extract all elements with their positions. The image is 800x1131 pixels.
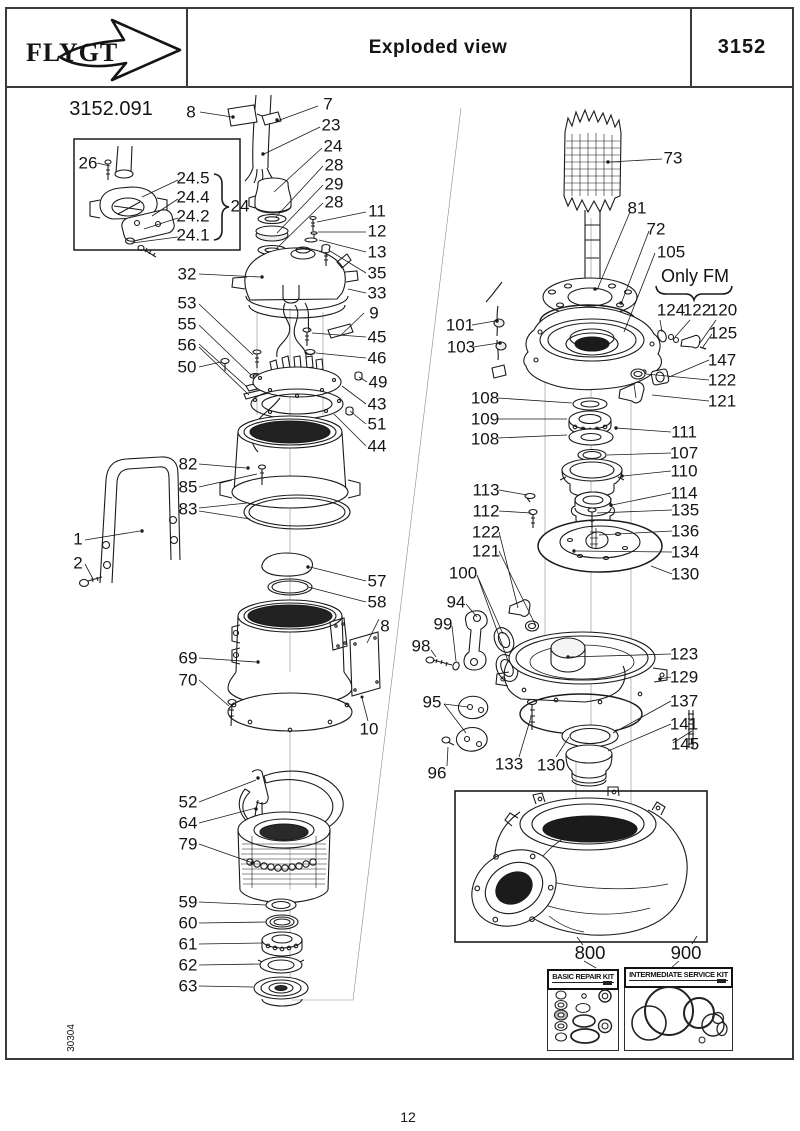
basic-repair-kit-header xyxy=(547,969,620,990)
part-label-46: 46 xyxy=(367,348,387,368)
part-label-141: 141 xyxy=(669,714,699,734)
part-label-Only-FM: Only FM xyxy=(660,266,730,286)
part-label-61: 61 xyxy=(178,934,198,954)
part-label-133: 133 xyxy=(494,754,524,774)
part-label-121: 121 xyxy=(471,541,501,561)
part-label-63: 63 xyxy=(178,976,198,996)
part-label-124: 124 xyxy=(656,300,686,320)
part-label-130: 130 xyxy=(670,564,700,584)
part-label-33: 33 xyxy=(367,283,387,303)
part-label-147: 147 xyxy=(707,350,737,370)
part-label-85: 85 xyxy=(178,477,198,497)
part-label-62: 62 xyxy=(178,955,198,975)
part-label-7: 7 xyxy=(323,94,333,114)
part-label-9: 9 xyxy=(369,303,379,323)
part-label-12: 12 xyxy=(367,221,387,241)
part-label-28: 28 xyxy=(324,192,344,212)
part-label-64: 64 xyxy=(178,813,198,833)
basic-kit-parts-icon xyxy=(548,988,616,1046)
kit-rule-icon xyxy=(552,982,615,986)
inset-detail-box xyxy=(74,139,240,257)
part-label-900: 900 xyxy=(670,941,702,963)
part-label-95: 95 xyxy=(422,692,442,712)
part-label-29: 29 xyxy=(324,174,344,194)
part-label-24.2: 24.2 xyxy=(176,206,210,226)
part-label-35: 35 xyxy=(367,263,387,283)
part-label-112: 112 xyxy=(472,501,500,521)
part-label-8: 8 xyxy=(186,102,196,122)
part-label-50: 50 xyxy=(177,357,197,377)
part-label-23: 23 xyxy=(321,115,341,135)
part-label-135: 135 xyxy=(670,500,700,520)
intermediate-service-kit-box xyxy=(624,967,733,1051)
part-label-82: 82 xyxy=(178,454,198,474)
part-label-111: 111 xyxy=(671,422,697,442)
part-label-94: 94 xyxy=(446,592,466,612)
intermediate-service-kit-title: INTERMEDIATE SERVICE KIT xyxy=(629,969,728,979)
part-label-10: 10 xyxy=(359,719,379,739)
part-label-26: 26 xyxy=(78,153,98,173)
part-label-53: 53 xyxy=(177,293,197,313)
part-label-70: 70 xyxy=(178,670,198,690)
part-label-145: 145 xyxy=(670,734,700,754)
part-label-120: 120 xyxy=(708,300,738,320)
part-label-122: 122 xyxy=(471,522,501,542)
kit-rule-icon xyxy=(629,980,729,984)
part-label-99: 99 xyxy=(433,614,453,634)
part-label-81: 81 xyxy=(627,198,647,218)
part-label-49: 49 xyxy=(368,372,388,392)
part-label-24.1: 24.1 xyxy=(176,225,210,245)
part-label-44: 44 xyxy=(367,436,387,456)
part-label-52: 52 xyxy=(178,792,198,812)
part-label-2: 2 xyxy=(73,553,83,573)
part-label-8: 8 xyxy=(380,616,390,636)
part-label-57: 57 xyxy=(367,571,387,591)
part-label-24: 24 xyxy=(323,136,343,156)
part-label-121: 121 xyxy=(707,391,737,411)
part-label-72: 72 xyxy=(646,219,666,239)
part-label-110: 110 xyxy=(670,461,698,481)
part-label-24.5: 24.5 xyxy=(176,168,210,188)
part-label-3152.091: 3152.091 xyxy=(69,98,153,120)
page-title: Exploded view xyxy=(368,36,508,58)
part-label-100: 100 xyxy=(448,563,478,583)
part-label-51: 51 xyxy=(367,414,387,434)
part-label-73: 73 xyxy=(663,148,683,168)
part-label-60: 60 xyxy=(178,913,198,933)
part-label-24.4: 24.4 xyxy=(176,187,210,207)
intermediate-service-kit-header xyxy=(624,967,734,988)
part-label-129: 129 xyxy=(669,667,699,687)
part-label-12: 12 xyxy=(400,1109,416,1125)
part-label-28: 28 xyxy=(324,155,344,175)
part-label-56: 56 xyxy=(177,335,197,355)
part-label-79: 79 xyxy=(178,834,198,854)
part-label-107: 107 xyxy=(669,443,699,463)
part-label-800: 800 xyxy=(574,941,606,963)
part-label-43: 43 xyxy=(367,394,387,414)
logo-text: FLYGT xyxy=(26,38,119,67)
part-label-136: 136 xyxy=(670,521,700,541)
part-label-32: 32 xyxy=(177,264,197,284)
part-label-114: 114 xyxy=(670,483,698,503)
part-label-122: 122 xyxy=(707,370,737,390)
part-label-122: 122 xyxy=(682,300,712,320)
part-label-55: 55 xyxy=(177,314,197,334)
part-label-30304: 30304 xyxy=(66,1024,77,1052)
part-label-123: 123 xyxy=(669,644,699,664)
part-label-59: 59 xyxy=(178,892,198,912)
part-label-105: 105 xyxy=(656,242,686,262)
part-label-101: 101 xyxy=(445,315,475,335)
part-label-130: 130 xyxy=(536,755,566,775)
intermediate-kit-parts-icon xyxy=(625,986,730,1046)
part-label-13: 13 xyxy=(367,242,387,262)
part-label-108: 108 xyxy=(470,388,500,408)
part-label-11: 11 xyxy=(368,201,386,221)
part-label-1: 1 xyxy=(73,529,83,549)
part-label-45: 45 xyxy=(367,327,387,347)
part-label-98: 98 xyxy=(411,636,431,656)
part-label-109: 109 xyxy=(470,409,500,429)
part-label-108: 108 xyxy=(470,429,500,449)
part-label-24: 24 xyxy=(230,196,250,216)
model-number: 3152 xyxy=(717,36,767,58)
part-label-137: 137 xyxy=(669,691,699,711)
basic-repair-kit-box xyxy=(547,969,619,1051)
part-label-113: 113 xyxy=(472,480,500,500)
part-label-134: 134 xyxy=(670,542,700,562)
part-label-58: 58 xyxy=(367,592,387,612)
basic-repair-kit-title: BASIC REPAIR KIT xyxy=(552,971,614,981)
part-label-96: 96 xyxy=(427,763,447,783)
part-label-83: 83 xyxy=(178,499,198,519)
part-label-125: 125 xyxy=(708,323,738,343)
part-label-69: 69 xyxy=(178,648,198,668)
part-label-103: 103 xyxy=(446,337,476,357)
